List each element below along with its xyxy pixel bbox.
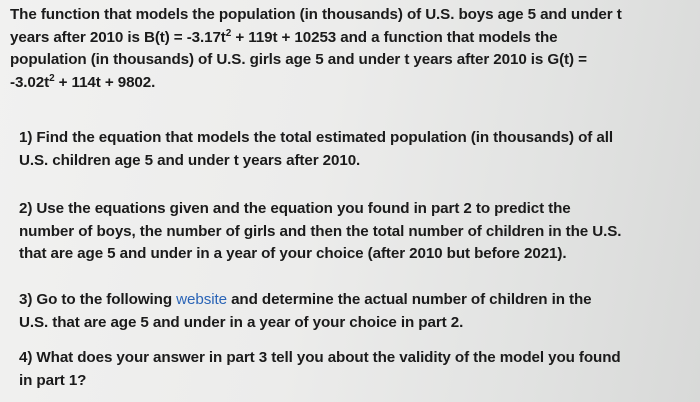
website-link[interactable]: website	[176, 291, 227, 308]
question-3-line-1	[19, 289, 694, 312]
question-3-text-a: 3) Go to the following	[19, 291, 177, 308]
boys-function-rest: + 119t + 10253 and a function that models the	[231, 28, 558, 46]
question-3-text-b: and determine the actual number of children in the	[226, 291, 592, 308]
intro-line-4	[10, 72, 685, 95]
question-2	[19, 198, 694, 266]
girls-exponent: 2	[49, 72, 55, 84]
question-4-line-1: 4) What does your answer in part 3 tell you about the validity of the model you found	[19, 349, 621, 366]
problem-intro	[10, 4, 685, 94]
girls-function-text: -3.02t	[10, 73, 50, 91]
question-4	[19, 347, 694, 392]
question-2-line-3: that are age 5 and under in a year of your choice (after 2010 but before 2021).	[19, 245, 567, 262]
intro-line-3: population (in thousands) of U.S. girls age 5 and under t years after 2010 is G(t) =	[10, 51, 587, 68]
girls-function-rest: + 114t + 9802.	[54, 73, 156, 91]
boys-function-text: years after 2010 is B(t) = -3.17t	[10, 28, 226, 46]
question-3	[19, 289, 694, 334]
question-4-line-2: in part 1?	[19, 371, 87, 389]
question-3-line-2: U.S. that are age 5 and under in a year of your choice in part 2.	[19, 313, 464, 331]
question-1	[19, 127, 694, 172]
boys-exponent: 2	[225, 27, 232, 39]
intro-line-1: The function that models the population (in thousands) of U.S. boys age 5 and under t	[10, 6, 622, 23]
question-2-line-2: number of boys, the number of girls and then the total number of children in the U.S.	[19, 222, 622, 240]
question-2-line-1: 2) Use the equations given and the equation you found in part 2 to predict the	[19, 200, 571, 217]
question-1-line-1: 1) Find the equation that models the total estimated population (in thousands) of all	[19, 129, 613, 146]
intro-line-2	[10, 27, 685, 50]
question-1-line-2: U.S. children age 5 and under t years after 2010.	[19, 151, 361, 169]
